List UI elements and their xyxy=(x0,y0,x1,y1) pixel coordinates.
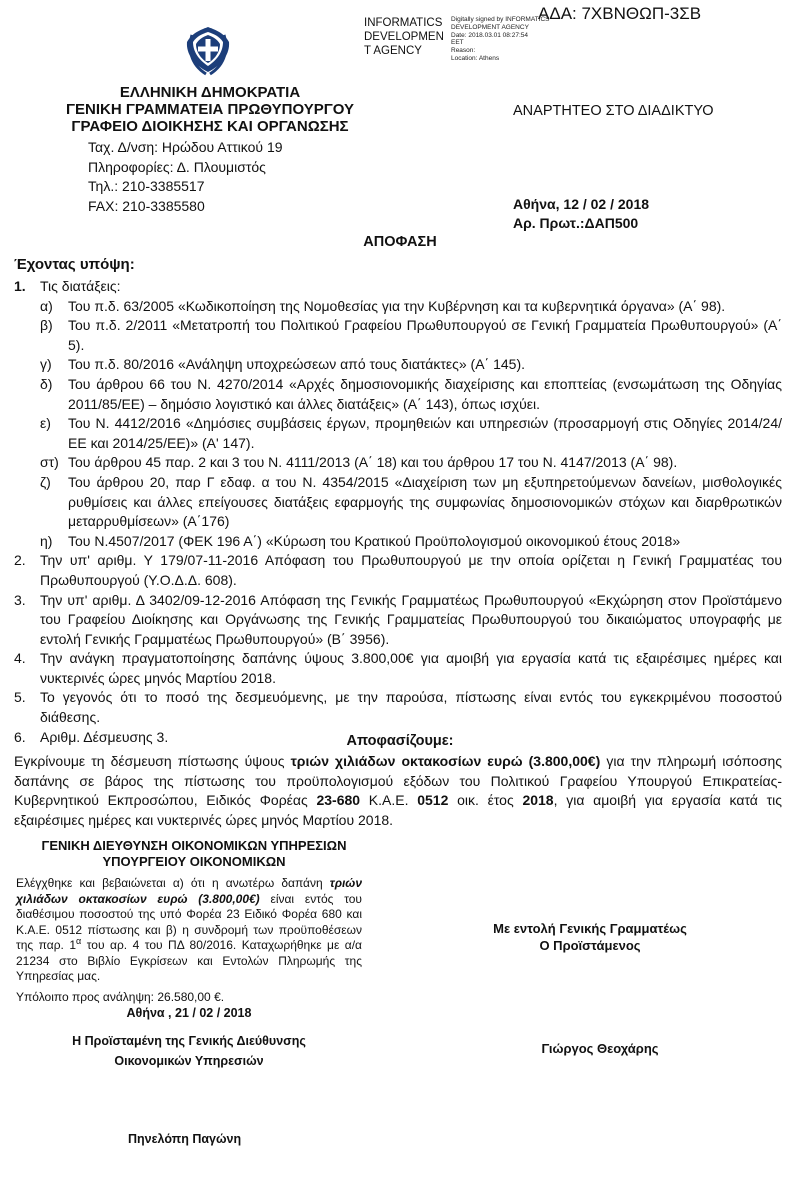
finance-heading-line: ΓΕΝΙΚΗ ΔΙΕΥΘΥΝΣΗ ΟΙΚΟΝΟΜΙΚΩΝ ΥΠΗΡΕΣΙΩΝ xyxy=(41,838,347,853)
decision-kae-code: 0512 xyxy=(417,792,449,809)
ada-code: ΑΔΑ: 7ΧΒΝΘΩΠ-3ΣΒ xyxy=(538,4,702,23)
sub-item-text: Του π.δ. 2/2011 «Μετατροπή του Πολιτικού Γραφείου Πρωθυπουργού σε Γενική Γραμματεία Πρωθυπουργού» (Α΄ 5). xyxy=(68,317,782,353)
item-number: 6. xyxy=(14,728,26,745)
sub-item-text: Του άρθρου 20, παρ Γ εδαφ. α του Ν. 4354/2015 «Διαχείριση των μη εξυπηρετούμενων δανείων, μισθολογικές ρυθμίσεις και άλλες επείγουσες διατάξεις εφαρμογής της συμφωνίας δημοσιονομικών στόχων και διαρθρωτικών μεταρρυθμίσεων» (Α΄176) xyxy=(68,473,782,530)
remaining-balance: Υπόλοιπο προς ανάληψη: 26.580,00 €. xyxy=(16,990,225,1004)
sub-item xyxy=(14,297,782,317)
header-line: ΓΕΝΙΚΗ ΓΡΑΜΜΑΤΕΙΑ ΠΡΩΘΥΠΟΥΡΓΟΥ xyxy=(66,101,354,118)
sub-item-text: Του Ν. 4412/2016 «Δημόσιες συμβάσεις έργων, προμηθειών και υπηρεσιών (προσαρμογή στις Οδηγίες 2014/24/ΕΕ και 2014/25/ΕΕ)» (Α' 147). xyxy=(68,415,782,451)
signature-line: Date: 2018.03.01 08:27:54 xyxy=(451,31,528,39)
sub-item-label: β) xyxy=(40,317,53,334)
digital-signature-details xyxy=(451,16,561,63)
contact-address: Ταχ. Δ/νση: Ηρώδου Αττικού 19 xyxy=(88,139,283,155)
digital-signature-name: INFORMATICS DEVELOPMEN T AGENCY xyxy=(364,17,444,57)
sub-item xyxy=(14,532,782,552)
contact-info: Πληροφορίες: Δ. Πλουμιστός xyxy=(88,158,266,175)
list-item xyxy=(14,591,782,650)
issuing-authority-header xyxy=(40,84,380,135)
decision-amount: τριών χιλιάδων οκτακοσίων ευρώ (3.800,00€) xyxy=(290,753,601,769)
header-line: ΕΛΛΗΝΙΚΗ ΔΗΜΟΚΡΑΤΙΑ xyxy=(119,84,301,101)
decision-fiscal-year: 2018 xyxy=(522,792,554,809)
decision-text: , για αμοιβή για εργασία κατά τις εξαιρέσιμες ημέρες και νυκτερινές ώρες μηνός Μαρτίου 2018. xyxy=(14,792,783,828)
sub-item-label: δ) xyxy=(40,375,53,392)
signature-line: Reason: xyxy=(451,47,476,55)
decision-text: για την πληρωμή ισόποσης δαπάνης σε βάρος της πίστωσης του προϋπολογισμού εξόδων του Πολιτικού Γραφείου Υπουργού Επικρατείας-Κυβερνητικού Εκπροσώπου, Ειδικός Φορέας xyxy=(14,753,783,809)
item-text: Το γεγονός ότι το ποσό της δεσμευόμενης, με την παρούσα, πίστωσης είναι εντός του εγκεκριμένου ποσοστού διάθεσης. xyxy=(40,689,782,726)
list-item xyxy=(14,551,782,590)
list-item xyxy=(14,277,782,297)
sub-item xyxy=(14,473,782,532)
contact-phone: Τηλ.: 210-3385517 xyxy=(88,178,205,194)
decision-entity-code: 23-680 xyxy=(316,792,361,809)
document-date: Αθήνα, 12 / 02 / 2018 xyxy=(513,196,650,212)
decision-paragraph xyxy=(14,752,782,830)
authorizing-signatory-name: Γιώργος Θεοχάρης xyxy=(541,1041,659,1056)
sub-item-label: στ) xyxy=(40,454,59,471)
signature-line: DEVELOPMENT AGENCY xyxy=(451,23,529,31)
finance-signatory-line: Οικονομικών Υπηρεσιών xyxy=(114,1054,264,1068)
sub-item xyxy=(14,375,782,414)
considerations-list xyxy=(14,277,782,747)
sub-item xyxy=(14,355,782,375)
finance-date: Αθήνα , 21 / 02 / 2018 xyxy=(126,1006,252,1020)
decision-text: οικ. έτος xyxy=(448,792,523,809)
having-regard-heading: Έχοντας υπόψη: xyxy=(14,256,135,273)
header-line: ΓΡΑΦΕΙΟ ΔΙΟΙΚΗΣΗΣ ΚΑΙ ΟΡΓΑΝΩΣΗΣ xyxy=(71,118,349,135)
date-protocol-block xyxy=(513,195,649,233)
certification-amount: τριών χιλιάδων οκτακοσίων ευρώ (3.800,00€) xyxy=(16,876,362,906)
sub-item xyxy=(14,316,782,355)
authorizing-signatory-line: Με εντολή Γενικής Γραμματέως xyxy=(493,921,687,936)
contact-block xyxy=(88,138,283,216)
greek-coat-of-arms-emblem-icon xyxy=(178,20,238,80)
item-text: Την ανάγκη πραγματοποίησης δαπάνης ύψους 3.800,00€ για αμοιβή για εργασία κατά τις εξαιρέσιμες ημέρες και νυκτερινές ώρες μηνός Μαρτίου 2018. xyxy=(40,650,782,686)
signature-line: Location: Athens xyxy=(451,54,500,62)
protocol-number: Αρ. Πρωτ.:ΔΑΠ500 xyxy=(513,215,639,231)
decision-text: Κ.Α.Ε. xyxy=(360,792,418,809)
finance-directorate-heading xyxy=(16,838,372,870)
signature-line: Digitally signed by INFORMATICS xyxy=(451,16,550,23)
finance-signatory-title xyxy=(16,1031,362,1071)
certification-text: του αρ. 4 του ΠΔ 80/2016. Καταχωρήθηκε με α/α 21234 στο Βιβλίο Εγκρίσεων και Εντολών Πληρωμής της Υπηρεσίας μας. xyxy=(16,938,362,983)
item-number: 2. xyxy=(14,552,26,569)
sub-item-label: ζ) xyxy=(40,473,51,490)
item-number: 5. xyxy=(14,689,26,706)
item-number: 3. xyxy=(14,591,26,608)
sub-item-label: η) xyxy=(40,532,53,549)
document-title: ΑΠΟΦΑΣΗ xyxy=(363,234,437,250)
finance-signatory-line: Η Προϊσταμένη της Γενικής Διεύθυνσης xyxy=(72,1034,306,1048)
certification-superscript: α xyxy=(76,936,82,946)
finance-heading-line: ΥΠΟΥΡΓΕΙΟΥ ΟΙΚΟΝΟΜΙΚΩΝ xyxy=(102,854,286,869)
finance-certification-text xyxy=(16,876,362,985)
posted-online-notice: ΑΝΑΡΤΗΤΕΟ ΣΤΟ ΔΙΑΔΙΚΤΥΟ xyxy=(513,103,714,119)
sub-item-label: ε) xyxy=(40,415,51,432)
sub-item-text: Του Ν.4507/2017 (ΦΕΚ 196 Α΄) «Κύρωση του Κρατικού Προϋπολογισμού οικονομικού έτους 2018» xyxy=(68,532,681,549)
signature-line: EET xyxy=(451,39,464,47)
sub-item-text: Του άρθρου 45 παρ. 2 και 3 του Ν. 4111/2013 (Α΄ 18) και του άρθρου 17 του Ν. 4147/2013 (Α΄ 98). xyxy=(68,454,678,471)
item-number: 4. xyxy=(14,650,26,667)
finance-signatory-name: Πηνελόπη Παγώνη xyxy=(128,1132,242,1146)
authorizing-signatory-title xyxy=(450,920,730,954)
certification-text: Ελέγχθηκε και βεβαιώνεται α) ότι η ανωτέρω δαπάνη xyxy=(16,876,330,890)
item-text: Τις διατάξεις: xyxy=(40,278,121,294)
sub-item-label: γ) xyxy=(40,356,52,373)
sub-item-text: Του π.δ. 63/2005 «Κωδικοποίηση της Νομοθεσίας για την Κυβέρνηση και τα κυβερνητικά όργανα» (Α΄ 98). xyxy=(68,297,726,314)
item-number: 1. xyxy=(14,278,26,294)
list-item xyxy=(14,649,782,688)
authorizing-signatory-line: Ο Προϊστάμενος xyxy=(539,938,641,953)
sub-item-label: α) xyxy=(40,297,53,314)
sub-item-text: Του π.δ. 80/2016 «Ανάληψη υποχρεώσεων από τους διατάκτες» (Α΄ 145). xyxy=(68,356,526,373)
sub-item xyxy=(14,453,782,473)
certification-text: είναι εντός του διαθέσιμου ποσοστού της υπό Φορέα 23 Ειδικό Φορέα 680 και Κ.Α.Ε. 0512 πίστωσης και β) η συνδρομή των προϋποθέσεων της παρ. 1 xyxy=(16,891,362,952)
item-text: Την υπ' αριθμ. Δ 3402/09-12-2016 Απόφαση της Γενικής Γραμματέως Πρωθυπουργού «Εκχώρηση στον Προϊστάμενο του Γραφείου Διοίκησης και Οργάνωσης της Γενικής Γραμματείας Πρωθυπουργού του δικαιώματος υπογραφής με εντολή Γενικής Γραμματέως Πρωθυπουργού» (Β΄ 3956). xyxy=(40,591,782,647)
sub-item xyxy=(14,414,782,453)
decision-heading: Αποφασίζουμε: xyxy=(346,733,454,749)
list-item xyxy=(14,688,782,727)
sub-item-text: Του άρθρου 66 του Ν. 4270/2014 «Αρχές δημοσιονομικής διαχείρισης και εποπτείας (ενσωμάτωση της Οδηγίας 2011/85/ΕΕ) – δημόσιο λογιστικό και άλλες διατάξεις» (Α΄ 143), όπως ισχύει. xyxy=(68,375,782,412)
item-text: Την υπ' αριθμ. Υ 179/07-11-2016 Απόφαση του Πρωθυπουργού με την οποία ορίζεται η Γενική Γραμματέας του Πρωθυπουργού (Υ.Ο.Δ.Δ. 608). xyxy=(40,552,782,588)
contact-fax: FAX: 210-3385580 xyxy=(88,197,205,214)
item-text: Αριθμ. Δέσμευσης 3. xyxy=(40,728,169,745)
decision-text: Εγκρίνουμε τη δέσμευση πίστωσης ύψους xyxy=(14,753,291,769)
